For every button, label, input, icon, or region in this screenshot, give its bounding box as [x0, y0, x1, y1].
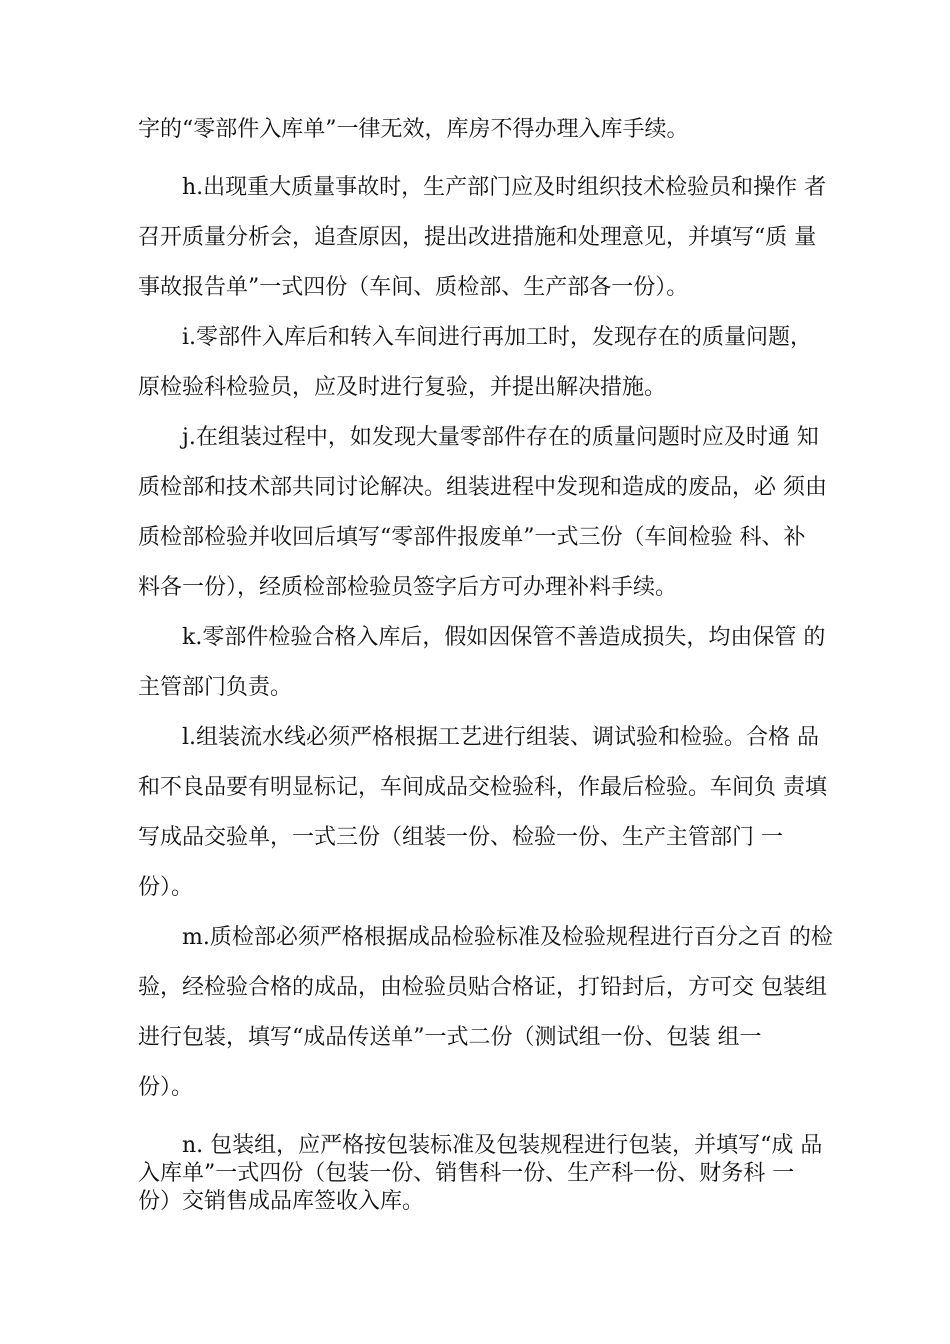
text-line-8: 质检部和技术部共同讨论解决。组装进程中发现和造成的废品，必 须由 — [138, 475, 827, 500]
text-line-9: 质检部检验并收回后填写“零部件报废单”一式三份（车间检验 科、补 — [138, 525, 806, 550]
text-line-11: k.零部件检验合格入库后，假如因保管不善造成损失，均由保管 的 — [182, 625, 826, 650]
text-line-16: 份）。 — [138, 875, 194, 900]
text-line-13: l.组装流水线必须严格根据工艺进行组装、调试验和检验。合格 品 — [182, 725, 820, 750]
text-line-18: 验，经检验合格的成品，由检验员贴合格证，打铅封后，方可交 包装组 — [138, 975, 827, 1000]
text-line-7: j.在组装过程中，如发现大量零部件存在的质量问题时应及时通 知 — [182, 425, 819, 450]
text-line-21: n. 包装组，应严格按包装标准及包装规程进行包装，并填写“成 品 — [182, 1133, 823, 1158]
text-line-17: m.质检部必须严格根据成品检验标准及检验规程进行百分之百 的检 — [182, 925, 833, 950]
text-line-2: h.出现重大质量事故时，生产部门应及时组织技术检验员和操作 者 — [182, 175, 827, 200]
text-line-5: i.零部件入库后和转入车间进行再加工时，发现存在的质量问题， — [182, 325, 813, 350]
text-line-14: 和不良品要有明显标记，车间成品交检验科，作最后检验。车间负 责填 — [138, 775, 827, 800]
text-line-6: 原检验科检验员，应及时进行复验，并提出解决措施。 — [138, 375, 667, 400]
text-line-1: 字的“零部件入库单”一律无效，库房不得办理入库手续。 — [138, 117, 689, 142]
text-line-23: 份）交销售成品库签收入库。 — [138, 1189, 425, 1214]
text-line-20: 份）。 — [138, 1075, 194, 1100]
text-line-19: 进行包装，填写“成品传送单”一式二份（测试组一份、包装 组一 — [138, 1025, 762, 1050]
text-line-12: 主管部门负责。 — [138, 675, 293, 700]
text-line-15: 写成品交验单，一式三份（组装一份、检验一份、生产主管部门 一 — [138, 825, 783, 850]
text-line-22: 入库单”一式四份（包装一份、销售科一份、生产科一份、财务科 一 — [138, 1161, 795, 1186]
text-line-4: 事故报告单”一式四份（车间、质检部、生产部各一份）。 — [138, 275, 689, 300]
text-line-3: 召开质量分析会，追查原因，提出改进措施和处理意见，并填写“质 量 — [138, 225, 817, 250]
text-line-10: 料各一份），经质检部检验员签字后方可办理补料手续。 — [138, 575, 678, 600]
